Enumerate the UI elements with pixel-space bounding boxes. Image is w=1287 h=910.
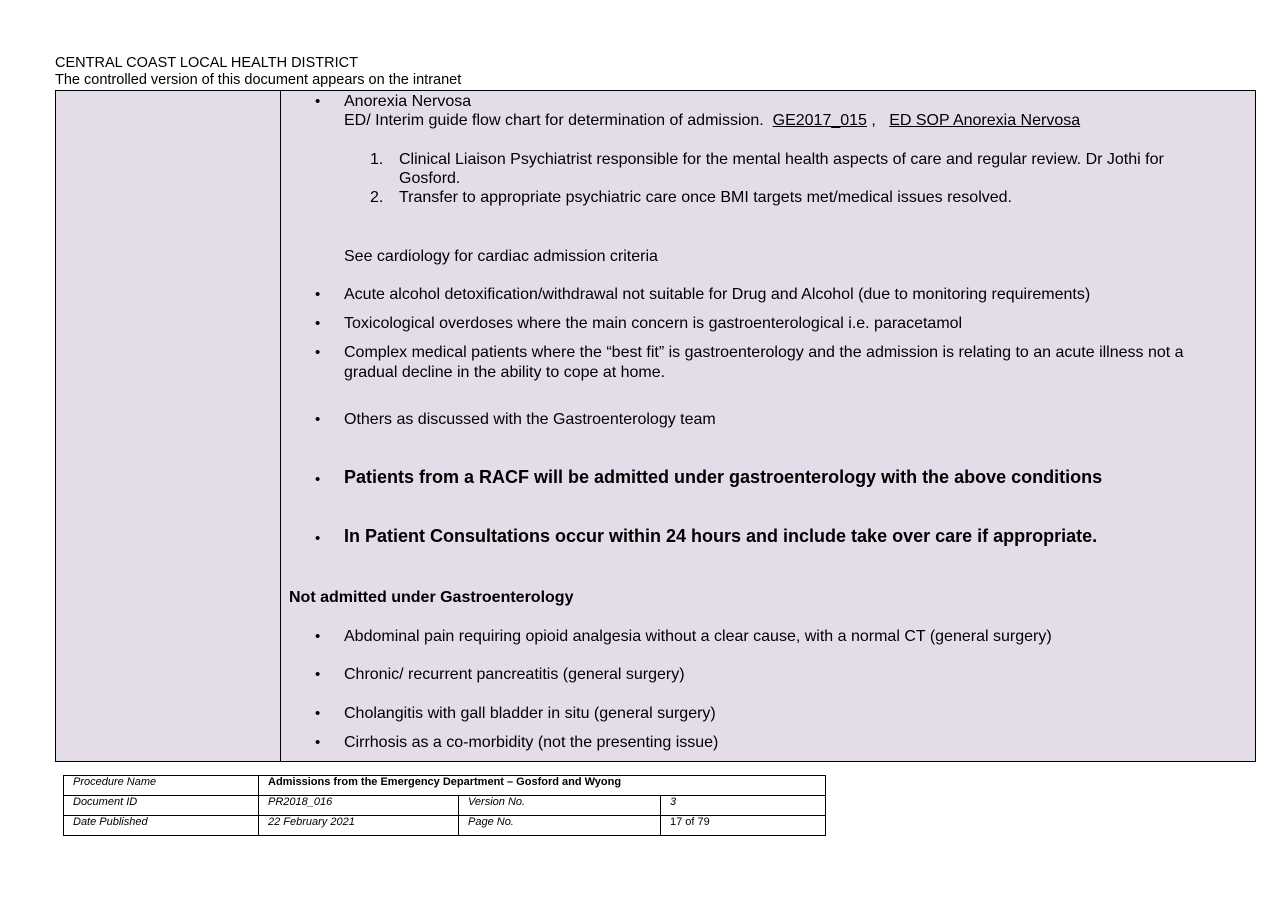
bullet-icon: •	[315, 628, 321, 645]
list-item: Toxicological overdoses where the main concern is gastroenterological i.e. paracetamol	[344, 315, 963, 332]
list-item: Cirrhosis as a co-morbidity (not the presenting issue)	[344, 734, 719, 751]
bullet-icon: •	[315, 471, 321, 488]
date-published-value: 22 February 2021	[259, 816, 459, 836]
section-heading: Not admitted under Gastroenterology	[289, 589, 574, 606]
bullet-icon: •	[315, 734, 321, 751]
header-org: CENTRAL COAST LOCAL HEALTH DISTRICT	[55, 55, 358, 71]
numbered-item-marker: 1.	[370, 151, 384, 168]
anorexia-guide-text: ED/ Interim guide flow chart for determination of admission.	[344, 112, 764, 129]
header-note: The controlled version of this document appears on the intranet	[55, 72, 462, 88]
anorexia-guide-line	[344, 111, 1080, 130]
bullet-icon: •	[315, 666, 321, 683]
link-separator: ,	[871, 112, 876, 129]
anorexia-title: Anorexia Nervosa	[344, 93, 472, 110]
procedure-name-value: Admissions from the Emergency Department – Gosford and Wyong	[259, 776, 826, 796]
document-id-label: Document ID	[64, 796, 259, 816]
document-footer-table	[63, 775, 826, 836]
cardiology-note: See cardiology for cardiac admission criteria	[344, 248, 658, 265]
page-value: 17 of 79	[661, 816, 826, 836]
bullet-icon: •	[315, 705, 321, 722]
bold-list-item: Patients from a RACF will be admitted under gastroenterology with the above conditions	[344, 467, 1103, 487]
document-id-value: PR2018_016	[259, 796, 459, 816]
bullet-icon: •	[315, 93, 321, 110]
numbered-item-text: Clinical Liaison Psychiatrist responsible for the mental health aspects of care and regular review. Dr Jothi for	[399, 151, 1164, 168]
list-item: Complex medical patients where the “best fit” is gastroenterology and the admission is relating to an acute illness not a	[344, 344, 1184, 361]
list-item-continued: gradual decline in the ability to cope at home.	[344, 364, 666, 381]
bullet-icon: •	[315, 344, 321, 361]
bullet-icon: •	[315, 315, 321, 332]
bullet-icon: •	[315, 530, 321, 547]
bold-list-item: In Patient Consultations occur within 24 hours and include take over care if appropriate.	[344, 526, 1098, 546]
procedure-name-label: Procedure Name	[64, 776, 259, 796]
version-label: Version No.	[459, 796, 661, 816]
content-table	[55, 90, 1256, 762]
bullet-icon: •	[315, 411, 321, 428]
list-item: Chronic/ recurrent pancreatitis (general surgery)	[344, 666, 685, 683]
page-label: Page No.	[459, 816, 661, 836]
list-item: Cholangitis with gall bladder in situ (general surgery)	[344, 705, 716, 722]
numbered-item-text-continued: Gosford.	[399, 170, 461, 187]
list-item: Others as discussed with the Gastroenterology team	[344, 411, 716, 428]
footer-row-date	[64, 816, 826, 836]
date-published-label: Date Published	[64, 816, 259, 836]
link-ed-sop-anorexia[interactable]: ED SOP Anorexia Nervosa	[889, 112, 1081, 129]
content-cell	[281, 91, 1255, 761]
version-value: 3	[661, 796, 826, 816]
list-item: Abdominal pain requiring opioid analgesia without a clear cause, with a normal CT (general surgery)	[344, 628, 1052, 645]
bullet-icon: •	[315, 286, 321, 303]
numbered-item-text: Transfer to appropriate psychiatric care once BMI targets met/medical issues resolved.	[399, 189, 1012, 206]
link-ge2017-015[interactable]: GE2017_015	[772, 112, 867, 129]
numbered-item-marker: 2.	[370, 189, 384, 206]
footer-row-procedure	[64, 776, 826, 796]
footer-row-docid	[64, 796, 826, 816]
list-item: Acute alcohol detoxification/withdrawal not suitable for Drug and Alcohol (due to monitoring requirements)	[344, 286, 1091, 303]
